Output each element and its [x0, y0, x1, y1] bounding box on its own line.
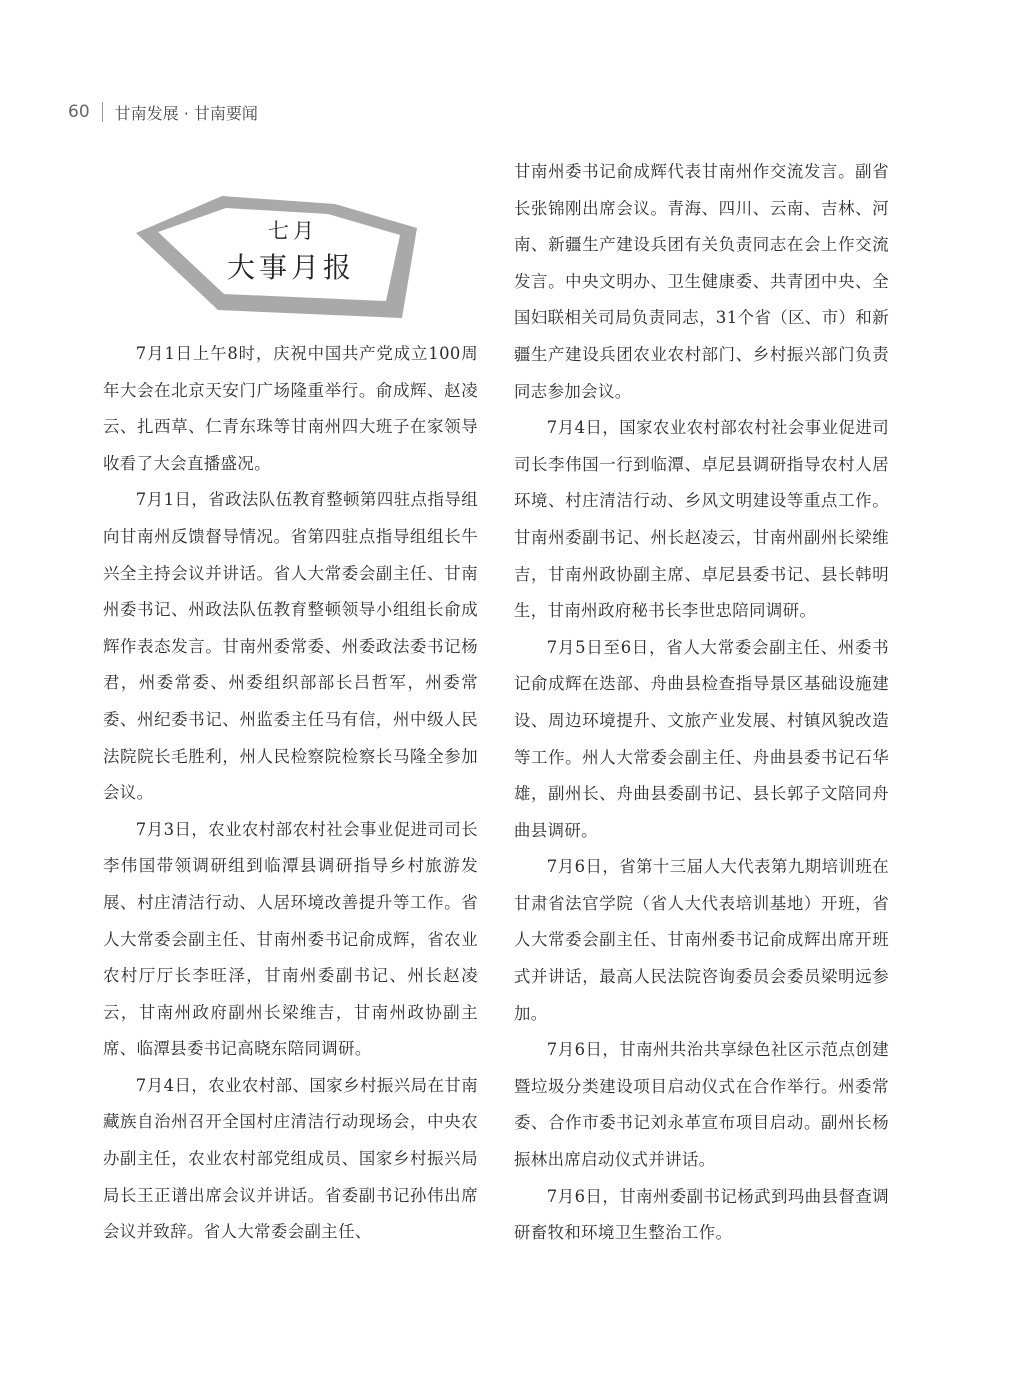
banner-month: 七月: [268, 219, 318, 243]
right-column: [514, 154, 889, 1252]
paragraph: 7月1日，省政法队伍教育整顿第四驻点指导组向甘南州反馈督导情况。省第四驻点指导组组长牛兴全主持会议并讲话。省人大常委会副主任、甘南州委书记、州政法队伍教育整顿领导小组组长俞成辉作表态发言。甘南州委常委、州委政法委书记杨君，州委常委、州委组织部部长吕哲军，州委常委、州纪委书记、州监委主任马有信，州中级人民法院院长毛胜利，州人民检察院检察长马隆全参加会议。: [103, 490, 478, 803]
left-column: [103, 336, 478, 1251]
paragraph: 7月5日至6日，省人大常委会副主任、州委书记俞成辉在迭部、舟曲县检查指导景区基础设施建设、周边环境提升、文旅产业发展、村镇风貌改造等工作。州人大常委会副主任、舟曲县委书记石华雄，副州长、舟曲县委副书记、县长郭子文陪同舟曲县调研。: [514, 637, 889, 840]
monthly-report-banner: [130, 188, 430, 328]
section-title: 甘南发展 · 甘南要闻: [114, 103, 258, 123]
page-header: [68, 98, 258, 126]
paragraph: 7月3日，农业农村部农村社会事业促进司司长李伟国带领调研组到临潭县调研指导乡村旅游发展、村庄清洁行动、人居环境改善提升等工作。省人大常委会副主任、甘南州委书记俞成辉，省农业农村厅厅长李旺泽，甘南州委副书记、州长赵凌云，甘南州政府副州长梁维吉，甘南州政协副主席、临潭县委书记高晓东陪同调研。: [103, 819, 478, 1059]
header-divider: [102, 102, 103, 122]
paragraph: 7月4日，农业农村部、国家乡村振兴局在甘南藏族自治州召开全国村庄清洁行动现场会，中央农办副主任，农业农村部党组成员、国家乡村振兴局局长王正谱出席会议并讲话。省委副书记孙伟出席会议并致辞。省人大常委会副主任、: [103, 1075, 478, 1242]
paragraph: 7月1日上午8时，庆祝中国共产党成立100周年大会在北京天安门广场隆重举行。俞成辉、赵凌云、扎西草、仁青东珠等甘南州四大班子在家领导收看了大会直播盛况。: [103, 344, 478, 473]
page-number: 60: [68, 102, 90, 122]
paragraph-continued: 甘南州委书记俞成辉代表甘南州作交流发言。副省长张锦刚出席会议。青海、四川、云南、吉林、河南、新疆生产建设兵团有关负责同志在会上作交流发言。中央文明办、卫生健康委、共青团中央、全国妇联相关司局负责同志，31个省（区、市）和新疆生产建设兵团农业农村部门、乡村振兴部门负责同志参加会议。: [514, 162, 889, 401]
paragraph: 7月6日，甘南州委副书记杨武到玛曲县督查调研畜牧和环境卫生整治工作。: [514, 1186, 889, 1243]
banner-title: 大事月报: [226, 251, 355, 284]
paragraph: 7月6日，甘南州共治共享绿色社区示范点创建暨垃圾分类建设项目启动仪式在合作举行。州委常委、合作市委书记刘永革宣布项目启动。副州长杨振林出席启动仪式并讲话。: [514, 1040, 889, 1170]
paragraph: 7月4日，国家农业农村部农村社会事业促进司司长李伟国一行到临潭、卓尼县调研指导农村人居环境、村庄清洁行动、乡风文明建设等重点工作。甘南州委副书记、州长赵凌云，甘南州副州长梁维吉，甘南州政协副主席、卓尼县委书记、县长韩明生，甘南州政府秘书长李世忠陪同调研。: [514, 418, 889, 621]
paragraph: 7月6日，省第十三届人大代表第九期培训班在甘肃省法官学院（省人大代表培训基地）开班，省人大常委会副主任、甘南州委书记俞成辉出席开班式并讲话，最高人民法院咨询委员会委员梁明远参加。: [514, 857, 889, 1023]
